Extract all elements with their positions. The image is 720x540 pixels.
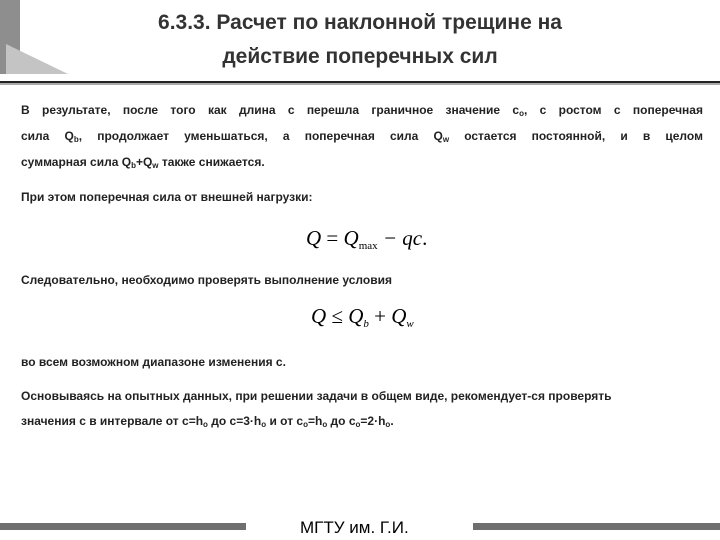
word: постоянной,	[531, 129, 606, 143]
formula-condition: $Q \le Q_b + Q_w$	[311, 304, 414, 330]
word: и	[620, 129, 628, 143]
paragraph-2: При этом поперечная сила от внешней нагрузки:	[21, 190, 313, 204]
paragraph-5-line-2: значения с в интервале от $с=h_o$ до $с=3\cdot h_o$ и от $с_o=h_o$ до $с_o=2\cdot h_o$.	[21, 414, 394, 429]
word: сила	[389, 129, 419, 143]
word: с	[613, 103, 621, 117]
paragraph-1-line-1	[21, 103, 703, 118]
slide-title-line-1: 6.3.3. Расчет по наклонной трещине на	[158, 11, 562, 34]
word: с	[287, 103, 295, 117]
word: значение	[445, 103, 501, 117]
word: граничное	[371, 103, 434, 117]
word: продолжает	[97, 129, 169, 143]
paragraph-1	[21, 103, 703, 170]
word: $Q_b$,	[64, 129, 83, 144]
word: В	[21, 103, 30, 117]
paragraph-3: Следовательно, необходимо проверять выполнение условия	[21, 273, 392, 287]
word: перешла	[306, 103, 360, 117]
word: как	[207, 103, 227, 117]
word: остается	[464, 129, 517, 143]
word: сила	[21, 129, 50, 143]
word: результате,	[41, 103, 111, 117]
footer-bar-left	[0, 523, 246, 530]
paragraph-1-line-2	[21, 129, 703, 144]
word: с	[539, 103, 547, 117]
formula-load: $Q = Q_{max}$ − qc.	[306, 226, 428, 252]
word: в	[642, 129, 651, 143]
footer-bar-right	[473, 523, 720, 530]
word: $Q_w$	[433, 129, 450, 144]
paragraph-4: во всем возможном диапазоне изменения с.	[21, 355, 286, 369]
word: после	[122, 103, 159, 117]
word: ростом	[558, 103, 602, 117]
word: целом	[665, 129, 703, 143]
word: длина	[238, 103, 276, 117]
footer-institution: МГТУ им. Г.И.	[300, 518, 409, 537]
word: а	[282, 129, 290, 143]
word: уменьшаться,	[184, 129, 268, 143]
word: того	[170, 103, 196, 117]
word: поперечная	[304, 129, 375, 143]
word: $c_o$,	[512, 103, 528, 118]
title-divider	[0, 81, 720, 85]
paragraph-5	[21, 389, 703, 429]
corner-triangle-decoration	[6, 44, 68, 74]
paragraph-1-line-3: суммарная сила $Q_b+Q_w$ также снижается.	[21, 155, 265, 170]
slide-title-line-2: действие поперечных сил	[222, 45, 498, 68]
paragraph-5-line-1: Основываясь на опытных данных, при решении задачи в общем виде, рекомендует-ся проверять	[21, 389, 612, 403]
word: поперечная	[632, 103, 703, 117]
